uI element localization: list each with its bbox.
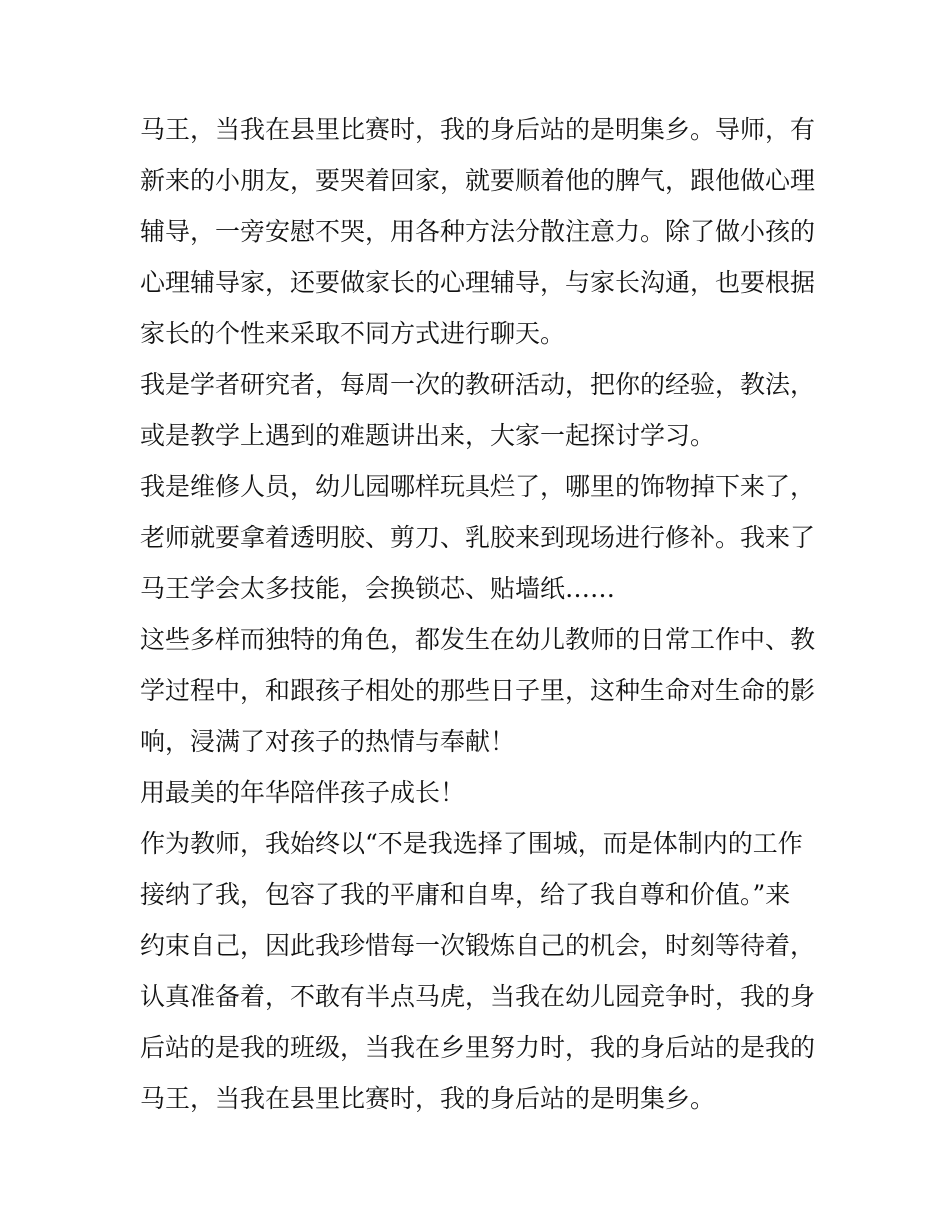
text-line: 新来的小朋友，要哭着回家，就要顺着他的脾气，跟他做心理: [140, 166, 816, 195]
text-line: 约束自己，因此我珍惜每一次锻炼自己的机会，时刻等待着，: [140, 931, 816, 960]
text-line: 学过程中，和跟孩子相处的那些日子里，这种生命对生命的影: [140, 676, 816, 705]
text-line: 认真准备着，不敢有半点马虎，当我在幼儿园竞争时，我的身: [140, 982, 816, 1011]
text-line: 这些多样而独特的角色，都发生在幼儿教师的日常工作中、教: [140, 625, 816, 654]
body-text: [140, 104, 820, 1124]
text-line: 辅导，一旁安慰不哭，用各种方法分散注意力。除了做小孩的: [140, 217, 816, 246]
text-line: 或是教学上遇到的难题讲出来，大家一起探讨学习。: [140, 421, 716, 450]
text-line: 作为教师，我始终以“不是我选择了围城，而是体制内的工作: [140, 829, 803, 858]
text-line: 家长的个性来采取不同方式进行聊天。: [140, 319, 566, 348]
text-line: 后站的是我的班级，当我在乡里努力时，我的身后站的是我的: [140, 1033, 816, 1062]
text-line: 马王学会太多技能，会换锁芯、贴墙纸……: [140, 574, 616, 603]
text-line: 马王，当我在县里比赛时，我的身后站的是明集乡。: [140, 1084, 716, 1113]
text-line: 用最美的年华陪伴孩子成长！: [140, 778, 466, 807]
text-line: 我是维修人员，幼儿园哪样玩具烂了，哪里的饰物掉下来了，: [140, 472, 816, 501]
text-line: 接纳了我，包容了我的平庸和自卑，给了我自尊和价值。”来: [140, 880, 791, 909]
text-line: 马王，当我在县里比赛时，我的身后站的是明集乡。导师，有: [140, 115, 816, 144]
text-line: 我是学者研究者，每周一次的教研活动，把你的经验，教法，: [140, 370, 816, 399]
text-line: 响，浸满了对孩子的热情与奉献！: [140, 727, 516, 756]
text-line: 老师就要拿着透明胶、剪刀、乳胶来到现场进行修补。我来了: [140, 523, 816, 552]
text-line: 心理辅导家，还要做家长的心理辅导，与家长沟通，也要根据: [140, 268, 816, 297]
